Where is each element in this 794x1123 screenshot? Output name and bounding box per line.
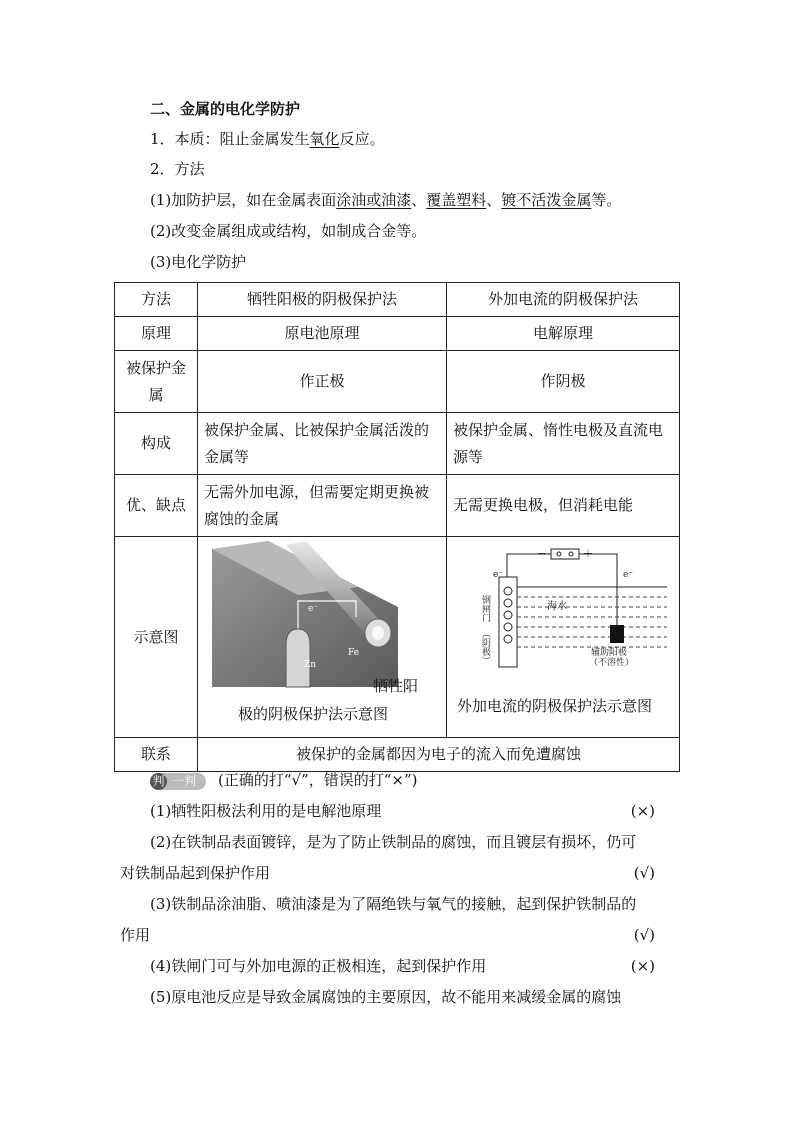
header-cell: 外加电流的阴极保护法 bbox=[447, 283, 680, 317]
table-cell: 被保护金属、比被保护金属活泼的金属等 bbox=[198, 413, 447, 475]
table-cell: 被保护金属、惰性电极及直流电源等 bbox=[447, 413, 680, 475]
electron-left: e⁻ bbox=[493, 570, 504, 580]
electron-right: e⁻ bbox=[623, 570, 634, 580]
table-cell: 原电池原理 bbox=[198, 317, 447, 351]
method-1-suffix: 等。 bbox=[591, 191, 622, 209]
sacrificial-anode-diagram bbox=[198, 537, 446, 737]
electron-label: e⁻ bbox=[308, 604, 319, 614]
plus-label: ＋ bbox=[583, 549, 593, 560]
minus-label: － bbox=[537, 549, 547, 560]
judge-header bbox=[150, 769, 418, 791]
row-label: 示意图 bbox=[115, 537, 198, 738]
essence-line bbox=[150, 128, 385, 150]
table-cell: 无需更换电极，但消耗电能 bbox=[447, 475, 680, 537]
left-caption-a: 牺牲阳 bbox=[373, 677, 419, 695]
judge-item-2-cont bbox=[120, 862, 655, 884]
right-caption: 外加电流的阴极保护法示意图 bbox=[457, 697, 653, 715]
anode-sub-label: （不溶性） bbox=[589, 658, 635, 668]
header-cell: 牺牲阳极的阴极保护法 bbox=[198, 283, 447, 317]
method-1-sep2: 、 bbox=[486, 191, 502, 209]
table-row-diagram bbox=[115, 537, 680, 738]
zn-label: Zn bbox=[304, 660, 317, 670]
judge-badge-b: 一判 bbox=[172, 773, 197, 788]
judge-item-mark: (×) bbox=[630, 802, 655, 820]
table-row bbox=[115, 317, 680, 351]
power-source bbox=[551, 549, 579, 559]
essence-prefix: 1．本质：阻止金属发生 bbox=[150, 130, 310, 148]
table-cell: 作阴极 bbox=[447, 351, 680, 413]
table-cell: 作正极 bbox=[198, 351, 447, 413]
method-1-prefix: (1)加防护层，如在金属表面 bbox=[150, 191, 337, 209]
judge-item-mark: (×) bbox=[630, 957, 655, 975]
table-header-row bbox=[115, 283, 680, 317]
judge-item-cont: 作用 bbox=[120, 926, 151, 944]
table-row bbox=[115, 738, 680, 772]
method-1-u1: 涂油或油漆 bbox=[336, 191, 412, 209]
method-1-u3: 镀不活泼金属 bbox=[501, 191, 592, 209]
link-text: 被保护的金属都因为电子的流入而免遭腐蚀 bbox=[198, 738, 680, 772]
gate-label: 钢闸门 bbox=[480, 595, 490, 622]
method-1 bbox=[150, 189, 621, 211]
row-label: 优、缺点 bbox=[115, 475, 198, 537]
auxiliary-anode bbox=[610, 625, 624, 643]
sea-label: 海水 bbox=[547, 601, 567, 612]
judge-item-text: (4)铁闸门可与外加电源的正极相连，起到保护作用 bbox=[150, 957, 487, 975]
row-label: 原理 bbox=[115, 317, 198, 351]
section-title: 二、金属的电化学防护 bbox=[150, 100, 301, 118]
judge-item-3: (3)铁制品涂油脂、喷油漆是为了隔绝铁与氧气的接触，起到保护铁制品的 bbox=[150, 895, 637, 913]
header-cell: 方法 bbox=[115, 283, 198, 317]
essence-underlined: 氧化 bbox=[309, 130, 340, 148]
method-1-u2: 覆盖塑料 bbox=[426, 191, 487, 209]
method-2: (2)改变金属组成或结构，如制成合金等。 bbox=[150, 222, 427, 240]
method-1-sep1: 、 bbox=[411, 191, 427, 209]
impressed-current-diagram bbox=[447, 537, 679, 737]
table-cell: 无需外加电源，但需要定期更换被腐蚀的金属 bbox=[198, 475, 447, 537]
method-heading: 2．方法 bbox=[150, 160, 205, 178]
essence-suffix: 反应。 bbox=[339, 130, 385, 148]
row-label: 联系 bbox=[115, 738, 198, 772]
left-caption-b: 极的阴极保护法示意图 bbox=[238, 705, 389, 723]
anode-label: 辅助阳极 bbox=[591, 648, 628, 658]
judge-item-mark: (√) bbox=[633, 926, 655, 944]
judge-item-cont: 对铁制品起到保护作用 bbox=[120, 864, 271, 882]
impressed-current-diagram-cell bbox=[447, 537, 680, 738]
judge-badge bbox=[150, 773, 206, 790]
judge-item-5: (5)原电池反应是导致金属腐蚀的主要原因，故不能用来减缓金属的腐蚀 bbox=[150, 988, 622, 1006]
table-row bbox=[115, 351, 680, 413]
judge-item-text: (1)牺牲阳极法利用的是电解池原理 bbox=[150, 802, 382, 820]
judge-item-4 bbox=[150, 955, 655, 977]
judge-item-2: (2)在铁制品表面镀锌，是为了防止铁制品的腐蚀，而且镀层有损坏，仍可 bbox=[150, 833, 637, 851]
table-row bbox=[115, 413, 680, 475]
row-label: 构成 bbox=[115, 413, 198, 475]
row-label: 被保护金属 bbox=[115, 351, 198, 413]
judge-badge-a: 判 bbox=[150, 773, 167, 790]
protection-table bbox=[114, 282, 680, 772]
sacrificial-anode-diagram-cell bbox=[198, 537, 447, 738]
table-cell: 电解原理 bbox=[447, 317, 680, 351]
judge-instruction: (正确的打“√”，错误的打“×”) bbox=[218, 771, 418, 789]
judge-item-1 bbox=[150, 800, 655, 822]
judge-item-3-cont bbox=[120, 924, 655, 946]
judge-item-mark: (√) bbox=[633, 864, 655, 882]
method-3: (3)电化学防护 bbox=[150, 253, 247, 271]
fe-label: Fe bbox=[348, 648, 360, 658]
table-row bbox=[115, 475, 680, 537]
gate-sub-label: （阴极） bbox=[480, 629, 490, 665]
